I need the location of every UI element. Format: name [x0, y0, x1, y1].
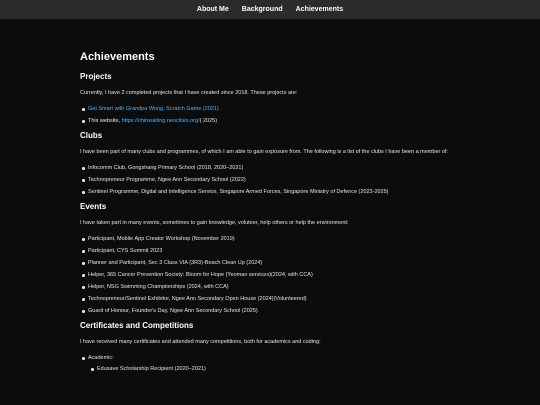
- list-item: Technopreneur Programme, Ngee Ann Secondary School (2022): [88, 176, 462, 184]
- nav-achievements[interactable]: Achievements: [295, 6, 344, 13]
- academic-sublist: [88, 365, 462, 373]
- list-item: [88, 354, 462, 373]
- clubs-list: [80, 164, 462, 196]
- project-link-website[interactable]: https://chinwaiting.neocities.org/: [121, 118, 200, 124]
- main-content: [80, 51, 462, 379]
- certificates-section: [80, 321, 462, 373]
- certificates-heading: Certificates and Competitions: [80, 321, 194, 330]
- events-section: [80, 202, 462, 315]
- page-body: [0, 19, 540, 405]
- list-item: [88, 117, 462, 125]
- projects-section: [80, 72, 462, 125]
- list-item: Participant, CYS Summit 2023: [88, 247, 462, 255]
- events-heading: Events: [80, 202, 107, 211]
- project-website-suffix: ( 2025): [199, 118, 218, 124]
- projects-list: [80, 105, 462, 125]
- list-item: Sentinel Programme, Digital and Intelligence Service, Singapore Armed Forces, Singapore Ministry of Defence (2023-2025): [88, 188, 462, 196]
- nav-about-me[interactable]: About Me: [196, 6, 229, 13]
- top-navbar: [0, 0, 540, 19]
- projects-intro: Currently, I have 2 completed projects that I have created since 2018. These projects are:: [80, 90, 298, 96]
- project-website-prefix: This website,: [88, 118, 122, 124]
- list-item: Planner and Participant, Sec 3 Class VIA (3R3)-Beach Clean Up (2024): [88, 259, 462, 267]
- clubs-heading: Clubs: [80, 131, 103, 140]
- projects-heading: Projects: [80, 72, 112, 81]
- list-item: [88, 105, 462, 113]
- list-item: Guard of Honour, Founder's Day, Ngee Ann Secondary School (2025): [88, 307, 462, 315]
- list-item: Edusave Scholarship Recipient (2020–2021): [97, 365, 462, 373]
- clubs-section: [80, 131, 462, 196]
- project-link-grandpa-wong[interactable]: Get Smart with Grandpa Wong, Scratch Game (2021): [88, 106, 219, 112]
- list-item: Technopreneur/Sentinel Exhibitor, Ngee Ann Secondary Open House (2024)(Volunteered): [88, 295, 462, 303]
- list-item: Helper, 365 Cancer Prevention Society: Bloom for Hope (Yeoman services)(2024, with CCA): [88, 271, 462, 279]
- certificates-intro: I have received many certificates and attended many competitions, both for academics and coding:: [80, 339, 321, 345]
- certificates-list: [80, 354, 462, 373]
- list-item: Participant, Mobile App Creator Workshop (November 2019): [88, 235, 462, 243]
- clubs-intro: I have been part of many clubs and programmes, of which I am able to gain exposure from. The following is a list of the clubs I have been a member of:: [80, 149, 448, 155]
- events-intro: I have taken part in many events, sometimes to gain knowledge, voluteer, help others or help the environment:: [80, 220, 349, 226]
- events-list: [80, 235, 462, 315]
- list-item: Infocomm Club, Gongshang Primary School (2018, 2020–2021): [88, 164, 462, 172]
- academic-label: Academic:: [88, 355, 114, 361]
- nav-background[interactable]: Background: [241, 6, 283, 13]
- list-item: Helper, NSG Swimming Championships (2024, with CCA): [88, 283, 462, 291]
- page-title: Achievements: [80, 51, 155, 63]
